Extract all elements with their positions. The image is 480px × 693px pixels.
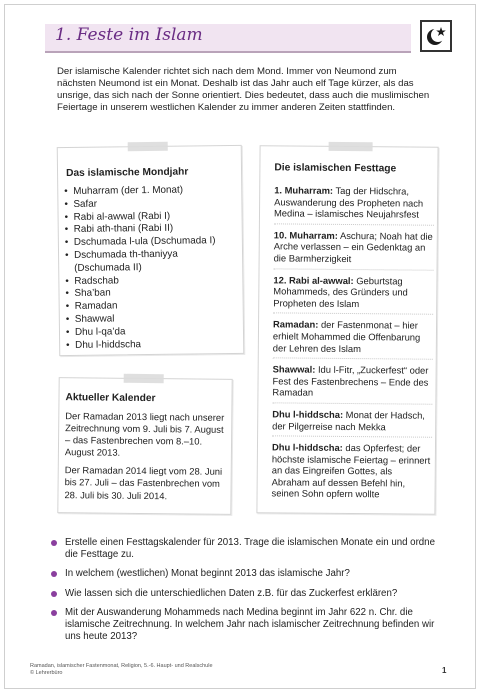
list-item: • Radschab: [65, 274, 216, 289]
page-number: 1: [442, 666, 447, 675]
festtag-entry: Dhu l-hiddscha: Monat der Hadsch, der Pilgerreise nach Mekka: [272, 402, 432, 437]
list-item: • Rabi ath-thani (Rabi II): [65, 223, 216, 238]
list-item: • Muharram (der 1. Monat): [64, 184, 215, 199]
logo: [420, 20, 452, 52]
list-item: • Dschumada l-ula (Dschumada I): [65, 235, 216, 250]
bullet-icon: [51, 591, 57, 597]
festtag-entry: 10. Muharram: Aschura; Noah hat die Arche verlassen – ein Gedenktag an die Barmherzigkeit: [274, 223, 434, 269]
task-item: Mit der Auswanderung Mohammeds nach Medina beginnt im Jahr 622 n. Chr. die islamische Zeitrechnung. In welchem Jahr nach islamischer Zeitrechnung befinden wir uns heute 2013?: [49, 607, 439, 644]
task-item: Wie lassen sich die unterschiedlichen Daten z.B. für das Zuckerfest erklären?: [49, 588, 439, 600]
kalender-paragraph: Der Ramadan 2013 liegt nach unserer Zeitrechnung vom 9. Juli bis 7. August – das Fastenbrechen vom 8.–10. August 2013.: [64, 410, 225, 459]
crescent-star-icon: [424, 24, 448, 48]
list-item: • Dschumada th-thaniyya (Dschumada II): [65, 248, 216, 275]
task-list: [49, 537, 439, 650]
tape: [329, 142, 373, 151]
mondjahr-title: Das islamische Mondjahr: [65, 166, 189, 180]
tape: [124, 374, 164, 383]
list-item: • Sha’ban: [65, 287, 216, 302]
festtag-entry: Dhu l-hiddscha: das Opferfest; der höchste islamische Feiertag – erinnert an das Eingreifen Gottes, als Abraham auf dessen Befehl hin, seinen Sohn opfern wollte: [271, 435, 432, 504]
footer: [30, 663, 213, 677]
month-list: [64, 184, 217, 352]
page-title: 1. Feste im Islam: [55, 25, 203, 45]
festtage-list: [271, 179, 434, 504]
festtag-entry: Shawwal: Idu l-Fitr, „Zuckerfest“ oder Fest des Fastenbrechens – Ende des Ramadan: [272, 357, 432, 403]
kalender-note: [57, 377, 232, 515]
tape: [128, 142, 168, 151]
bullet-icon: [51, 540, 57, 546]
festtag-entry: 1. Muharram: Tag der Hidschra, Auswanderung des Propheten nach Medina – islamisches Neujahrsfest: [273, 184, 424, 220]
bullet-icon: [51, 610, 57, 616]
list-item: • Ramadan: [66, 299, 217, 314]
task-item: In welchem (westlichen) Monat beginnt 2013 das islamische Jahr?: [49, 568, 439, 580]
kalender-title: Aktueller Kalender: [65, 392, 156, 405]
list-item: • Dhu l-hiddscha: [66, 338, 217, 353]
list-item: • Dhu l-qa’da: [66, 325, 217, 340]
footer-line: Ramadan, islamischer Fastenmonat, Religion, 5.-6. Haupt- und Realschule: [30, 663, 213, 669]
intro-text: Der islamische Kalender richtet sich nach dem Mond. Immer von Neumond zum nächsten Neumond ist ein Monat. Deshalb ist das Jahr auch elf Tage kürzer, als das unsrige, das sich nach der Sonne orientiert. Dies bedeutet, dass auch die muslimischen Feiertage in unserem westlichen Kalender zu immer anderen Zeiten stattfinden.: [57, 66, 430, 114]
bullet-icon: [51, 571, 57, 577]
footer-line: © Lehrerbüro: [30, 670, 63, 676]
list-item: • Safar: [64, 197, 215, 212]
festtag-entry: Ramadan: der Fastenmonat – hier erhielt Mohammed die Offenbarung der Lehren des Islam: [273, 313, 433, 359]
festtag-entry: 12. Rabi al-awwal: Geburtstag Mohammeds, des Gründers und Propheten des Islam: [273, 268, 433, 314]
task-item: Erstelle einen Festtagskalender für 2013. Trage die islamischen Monate ein und ordne die Festtage zu.: [49, 537, 439, 561]
kalender-paragraph: Der Ramadan 2014 liegt vom 28. Juni bis 27. Juli – das Fastenbrechen vom 28. Juli bis 30. Juli 2014.: [64, 464, 223, 501]
mondjahr-note: [57, 145, 245, 356]
festtage-note: [256, 145, 438, 515]
list-item: • Shawwal: [66, 312, 217, 327]
festtage-title: Die islamischen Festtage: [274, 162, 397, 175]
list-item: • Rabi al-awwal (Rabi I): [65, 210, 216, 225]
kalender-body: [64, 410, 227, 508]
